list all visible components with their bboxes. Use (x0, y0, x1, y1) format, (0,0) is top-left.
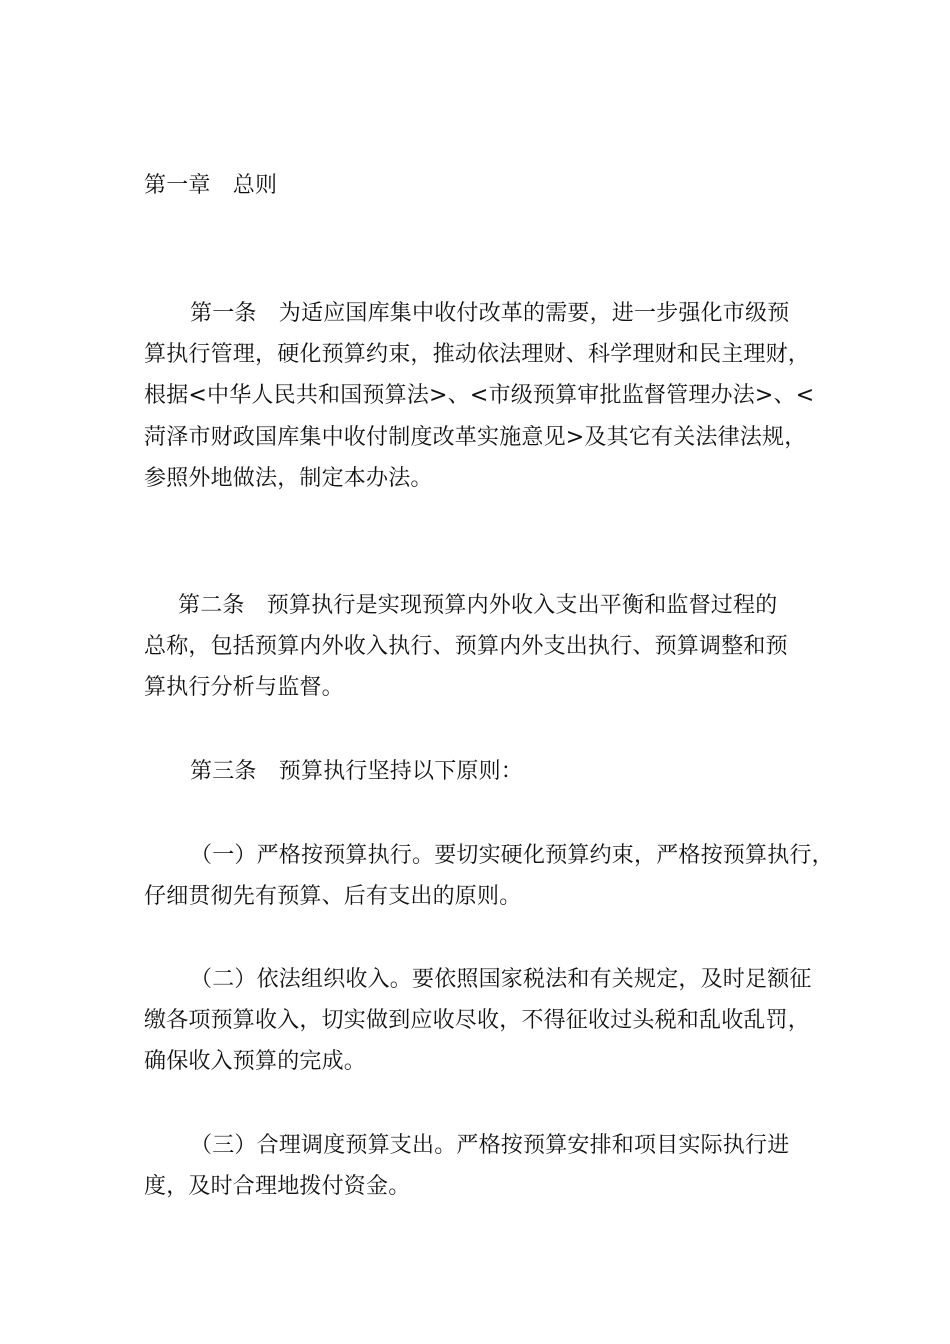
article-2-line-2: 总称，包括预算内外收入执行、预算内外支出执行、预算调整和预 (144, 634, 788, 659)
principle-3-line-2: 度，及时合理地拨付资金。 (144, 1174, 411, 1199)
principle-3-line-1: （三）合理调度预算支出。严格按预算安排和项目实际执行进 (190, 1133, 790, 1158)
principle-2-line-3: 确保收入预算的完成。 (144, 1049, 367, 1074)
article-1-line-4: 菏泽市财政国库集中收付制度改革实施意见>及其它有关法律法规， (144, 425, 807, 450)
article-1-line-2: 算执行管理，硬化预算约束，推动依法理财、科学理财和民主理财， (144, 342, 811, 367)
article-2-line-3: 算执行分析与监督。 (144, 675, 344, 700)
chapter-title: 第一章 总则 (144, 173, 278, 198)
article-1-line-1: 第一条 为适应国库集中收付改革的需要，进一步强化市级预 (190, 301, 790, 326)
principle-2-line-1: （二）依法组织收入。要依照国家税法和有关规定，及时足额征 (190, 967, 812, 992)
article-1-line-3: 根据<中华人民共和国预算法>、<市级预算审批监督管理办法>、< (144, 383, 815, 408)
principle-1-line-1: （一）严格按预算执行。要切实硬化预算约束，严格按预算执行， (190, 843, 834, 868)
article-3-line-1: 第三条 预算执行坚持以下原则： (190, 759, 524, 784)
article-2-line-1: 第二条 预算执行是实现预算内外收入支出平衡和监督过程的 (178, 593, 778, 618)
principle-2-line-2: 缴各项预算收入，切实做到应收尽收，不得征收过头税和乱收乱罚， (144, 1008, 811, 1033)
principle-1-line-2: 仔细贯彻先有预算、后有支出的原则。 (144, 884, 522, 909)
article-1-line-5: 参照外地做法，制定本办法。 (144, 466, 433, 491)
